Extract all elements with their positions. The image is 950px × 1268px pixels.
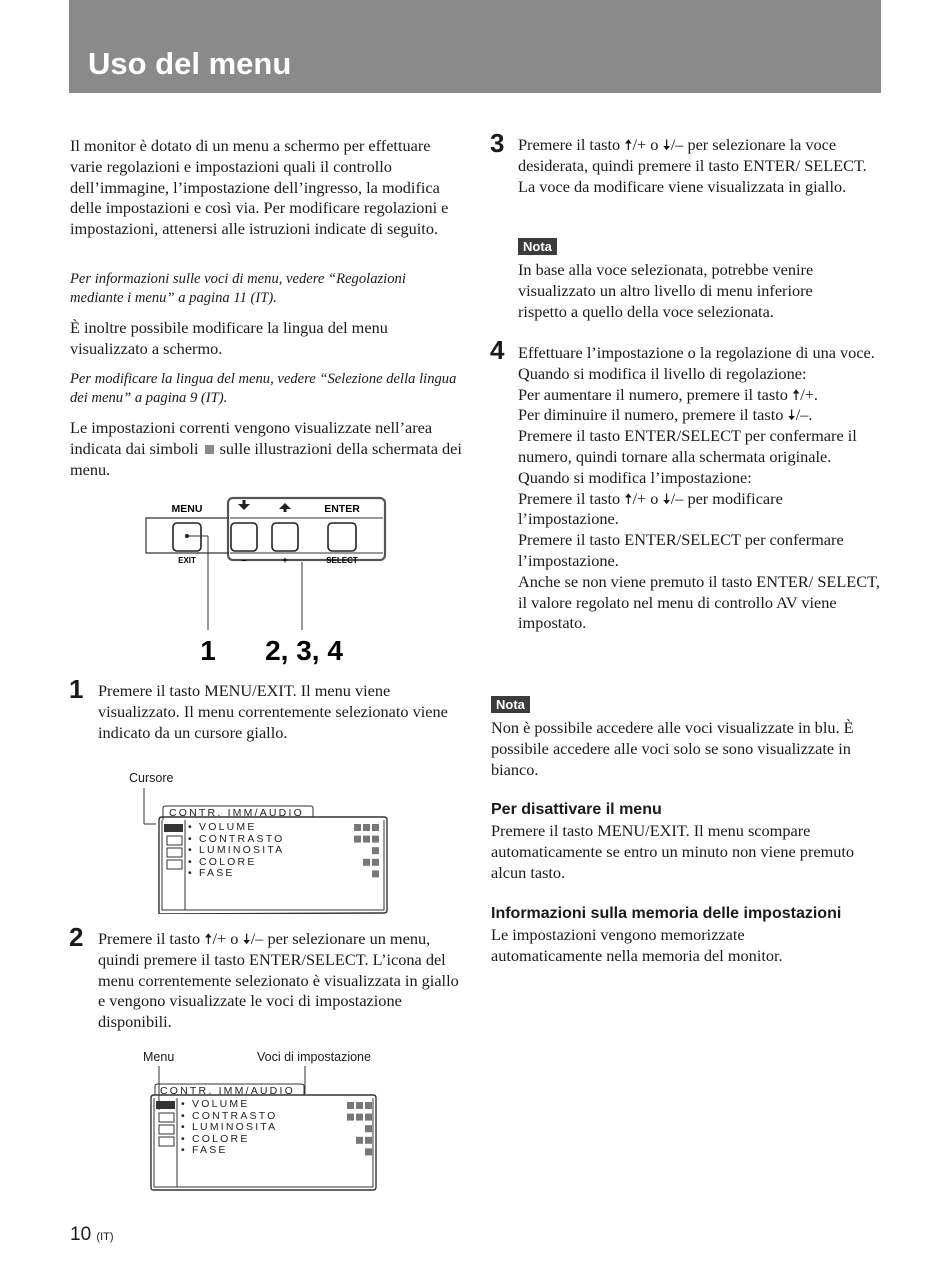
step-4-number: 4 — [490, 335, 505, 365]
osd-item: • FASE — [181, 1144, 228, 1157]
up-arrow-icon: 🠅 — [791, 385, 801, 404]
osd-level-square — [356, 1102, 363, 1109]
down-arrow-icon: 🠇 — [662, 489, 671, 508]
osd-icon — [167, 860, 182, 869]
up-arrow-icon: 🠅 — [204, 930, 213, 948]
osd-icon — [167, 848, 182, 857]
enter-key-label: ENTER — [324, 503, 360, 515]
down-minus-key — [231, 523, 257, 551]
menu-items-reference: Per informazioni sulle voci di menu, vedere “Regolazioni mediante i menu” a pagina 11 (IT). — [70, 271, 406, 306]
note-badge: Nota — [491, 696, 530, 713]
osd-icon — [159, 1137, 174, 1146]
osd-tab-title: CONTR. IMM/AUDIO — [160, 1085, 295, 1097]
up-arrow-icon — [279, 503, 291, 512]
osd-level-square — [365, 1148, 372, 1155]
osd-level-square — [365, 1125, 372, 1132]
step-3-number: 3 — [490, 128, 505, 158]
osd-level-square — [356, 1137, 363, 1144]
osd-level-square — [363, 836, 370, 843]
svg-text:–: – — [241, 555, 247, 565]
down-arrow-icon: 🠇 — [242, 930, 251, 948]
osd-level-square — [372, 824, 379, 831]
note-badge: Nota — [518, 238, 557, 255]
osd-item-list — [188, 822, 285, 880]
osd-item: • CONTRASTO — [188, 832, 285, 845]
step-3-note-text: In base alla voce selezionata, potrebbe venire visualizzato un altro livello di menu inferiore rispetto a quello della voce selezionata. — [518, 260, 814, 321]
page-number: 10 (IT) — [70, 1224, 114, 1245]
enter-select-key — [328, 523, 356, 551]
control-panel-diagram — [140, 492, 400, 670]
svg-text:EXIT: EXIT — [178, 556, 196, 565]
callout-numbers-2-3-4: 2, 3, 4 — [265, 635, 343, 666]
osd-level-square — [356, 1114, 363, 1121]
osd-level-square — [365, 1114, 372, 1121]
osd-level-square — [372, 870, 379, 877]
up-arrow-icon: 🠅 — [624, 136, 633, 154]
language-reference: Per modificare la lingua del menu, vedere “Selezione della lingua dei menu” a pagina 9 (IT). — [70, 371, 457, 406]
memory-text: Le impostazioni vengono memorizzate automaticamente nella memoria del monitor. — [491, 925, 783, 965]
up-arrow-icon: 🠅 — [624, 489, 633, 508]
menu-key-label: MENU — [171, 503, 203, 515]
osd-item: • COLORE — [181, 1132, 250, 1145]
current-settings-paragraph: Le impostazioni correnti vengono visualizzate nell’area indicata dai simboli sulle illustrazioni della schermata dei menu. — [70, 418, 462, 479]
down-arrow-icon: 🠇 — [787, 406, 796, 425]
osd-icon — [167, 836, 182, 845]
osd-level-square — [372, 836, 379, 843]
osd-level-square — [347, 1102, 354, 1109]
setting-square-symbol — [205, 445, 214, 454]
up-plus-key — [272, 523, 298, 551]
osd-icon — [159, 1113, 174, 1122]
osd-level-square — [372, 859, 379, 866]
language-paragraph: È inoltre possibile modificare la lingua del menu visualizzato a schermo. — [70, 318, 388, 358]
osd-icon — [159, 1125, 174, 1134]
osd-level-square — [365, 1137, 372, 1144]
step-1-text: Premere il tasto MENU/EXIT. Il menu viene visualizzato. Il menu correntemente selezionato viene indicato da un cursore giallo. — [98, 681, 448, 742]
intro-paragraph: Il monitor è dotato di un menu a schermo per effettuare varie regolazioni e impostazioni quali il controllo dell’immagine, l’impostazione dell’ingresso, la modifica delle impostazioni e così via. Per modificare regolazioni e impostazioni, attenersi alle istruzioni indicate di seguito. — [70, 136, 449, 239]
osd-icon-selected — [156, 1101, 175, 1109]
osd-item: • VOLUME — [188, 821, 257, 833]
setting-items-callout: Voci di impostazione — [257, 1050, 371, 1064]
osd-level-square — [372, 847, 379, 854]
cursor-callout: Cursore — [129, 771, 174, 785]
step-4-text: Effettuare l’impostazione o la regolazione di una voce. Quando si modifica il livello di regolazione: Per aumentare il numero, premere il tasto 🠅/+. Per diminuire il numero, premere il tasto 🠇/–. Premere il tasto ENTER/SELECT per confermare il numero, quindi tornare alla schermata originale. Quando si modifica l’impostazione: Premere il tasto 🠅/+ o 🠇/– per modificare l’impostazione. Premere il tasto ENTER/SELECT per confermare l’impostazione. Anche se non viene premuto il tasto ENTER/ SELECT, il valore regolato nel menu di controllo AV viene impostato. — [518, 343, 880, 633]
osd-level-square — [363, 859, 370, 866]
note-text: Non è possibile accedere alle voci visualizzate in blu. È possibile accedere alle voci solo se sono visualizzate in bianco. — [491, 718, 854, 779]
osd-item: • FASE — [188, 867, 235, 880]
osd-icon-selected — [164, 824, 183, 832]
osd-item: • LUMINOSITA — [181, 1121, 278, 1134]
step-3-text: Premere il tasto 🠅/+ o 🠇/– per selezionare la voce desiderata, quindi premere il tasto ENTER/ SELECT. La voce da modificare viene visualizzata in giallo. — [518, 135, 867, 196]
osd-level-square — [363, 824, 370, 831]
osd-level-square — [354, 824, 361, 831]
callout-number-1: 1 — [200, 635, 216, 666]
svg-text:SELECT: SELECT — [326, 556, 358, 565]
disable-menu-heading: Per disattivare il menu — [491, 801, 662, 818]
osd-tab-title: CONTR. IMM/AUDIO — [169, 807, 304, 819]
osd-item: • LUMINOSITA — [188, 844, 285, 857]
down-arrow-icon: 🠇 — [662, 136, 671, 154]
osd-item: • VOLUME — [181, 1098, 250, 1110]
osd-level-square — [347, 1114, 354, 1121]
disable-menu-text: Premere il tasto MENU/EXIT. Il menu scompare automaticamente se entro un minuto non viene premuto alcun tasto. — [491, 821, 855, 882]
memory-heading: Informazioni sulla memoria delle impostazioni — [491, 905, 842, 922]
osd-item-list — [181, 1099, 278, 1157]
osd-item: • CONTRASTO — [181, 1109, 278, 1122]
menu-callout: Menu — [143, 1050, 175, 1064]
title-banner — [69, 0, 881, 93]
page-title: Uso del menu — [88, 46, 292, 81]
step-2-text: Premere il tasto 🠅/+ o 🠇/– per selezionare un menu, quindi premere il tasto ENTER/SELECT. L’icona del menu correntemente selezionato è visualizzata in giallo e vengono visualizzate le voci di impostazione disponibili. — [98, 929, 459, 1032]
step-2-number: 2 — [69, 922, 84, 952]
osd-level-square — [354, 836, 361, 843]
down-arrow-icon — [238, 500, 250, 510]
osd-level-square — [365, 1102, 372, 1109]
svg-text:+: + — [282, 555, 288, 565]
osd-item: • COLORE — [188, 855, 257, 868]
step-1-number: 1 — [69, 674, 84, 704]
